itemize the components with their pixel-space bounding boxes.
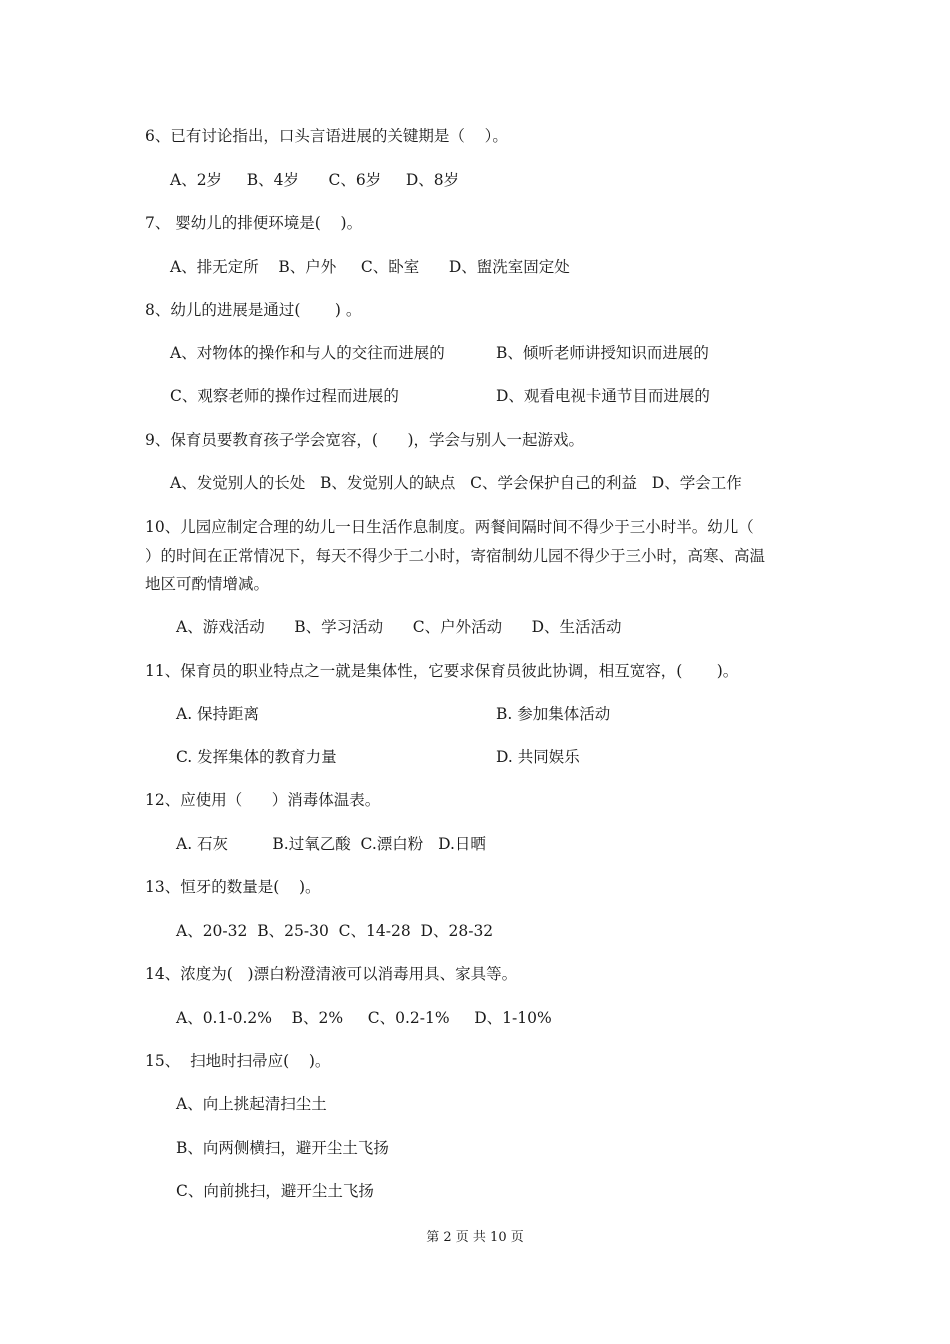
question-13-stem: 13、恒牙的数量是( )。 (145, 878, 321, 896)
question-8-option-a: A、对物体的操作和与人的交往而进展的 (170, 344, 445, 362)
question-12-stem: 12、应使用（ ）消毒体温表。 (145, 791, 381, 809)
question-6-stem: 6、已有讨论指出，口头言语进展的关键期是（ ）。 (145, 127, 508, 145)
question-15-option-b: B、向两侧横扫，避开尘土飞扬 (176, 1139, 389, 1157)
page-number-footer: 第 2 页 共 10 页 (426, 1230, 524, 1245)
question-8-option-c: C、观察老师的操作过程而进展的 (170, 387, 399, 405)
question-10-stem-line-3: 地区可酌情增减。 (145, 575, 270, 593)
question-11-option-c: C. 发挥集体的教育力量 (176, 748, 337, 766)
question-7-options: A、排无定所 B、户外 C、卧室 D、盥洗室固定处 (170, 258, 570, 276)
question-14-options: A、0.1-0.2% B、2% C、0.2-1% D、1-10% (176, 1009, 552, 1027)
question-8-option-d: D、观看电视卡通节目而进展的 (496, 387, 710, 405)
question-10-options: A、游戏活动 B、学习活动 C、户外活动 D、生活活动 (176, 618, 622, 636)
question-8-option-b: B、倾听老师讲授知识而进展的 (496, 344, 709, 362)
question-10-stem-line-1: 10、儿园应制定合理的幼儿一日生活作息制度。两餐间隔时间不得少于三小时半。幼儿（ (145, 518, 754, 536)
question-13-options: A、20-32 B、25-30 C、14-28 D、28-32 (176, 922, 494, 940)
question-15-stem: 15、 扫地时扫帚应( )。 (145, 1052, 331, 1070)
question-8-stem: 8、幼儿的进展是通过( ) 。 (145, 301, 362, 319)
question-9-options: A、发觉别人的长处 B、发觉别人的缺点 C、学会保护自己的利益 D、学会工作 (170, 474, 742, 492)
question-11-option-d: D. 共同娱乐 (496, 748, 580, 766)
question-14-stem: 14、浓度为( )漂白粉澄清液可以消毒用具、家具等。 (145, 965, 518, 983)
question-11-stem: 11、保育员的职业特点之一就是集体性，它要求保育员彼此协调，相互宽容，( )。 (145, 662, 739, 680)
question-15-option-c: C、向前挑扫，避开尘土飞扬 (176, 1182, 374, 1200)
question-7-stem: 7、 婴幼儿的排便环境是( )。 (145, 214, 363, 232)
question-10-stem-line-2: ）的时间在正常情况下，每天不得少于二小时，寄宿制幼儿园不得少于三小时，高寒、高温 (145, 547, 766, 565)
question-11-option-a: A. 保持距离 (176, 705, 260, 723)
question-12-options: A. 石灰 B.过氧乙酸 C.漂白粉 D.日晒 (176, 835, 486, 853)
question-9-stem: 9、保育员要教育孩子学会宽容，( )，学会与别人一起游戏。 (145, 431, 585, 449)
question-11-option-b: B. 参加集体活动 (496, 705, 611, 723)
question-6-options: A、2岁 B、4岁 C、6岁 D、8岁 (170, 171, 460, 189)
question-15-option-a: A、向上挑起清扫尘土 (176, 1095, 327, 1113)
